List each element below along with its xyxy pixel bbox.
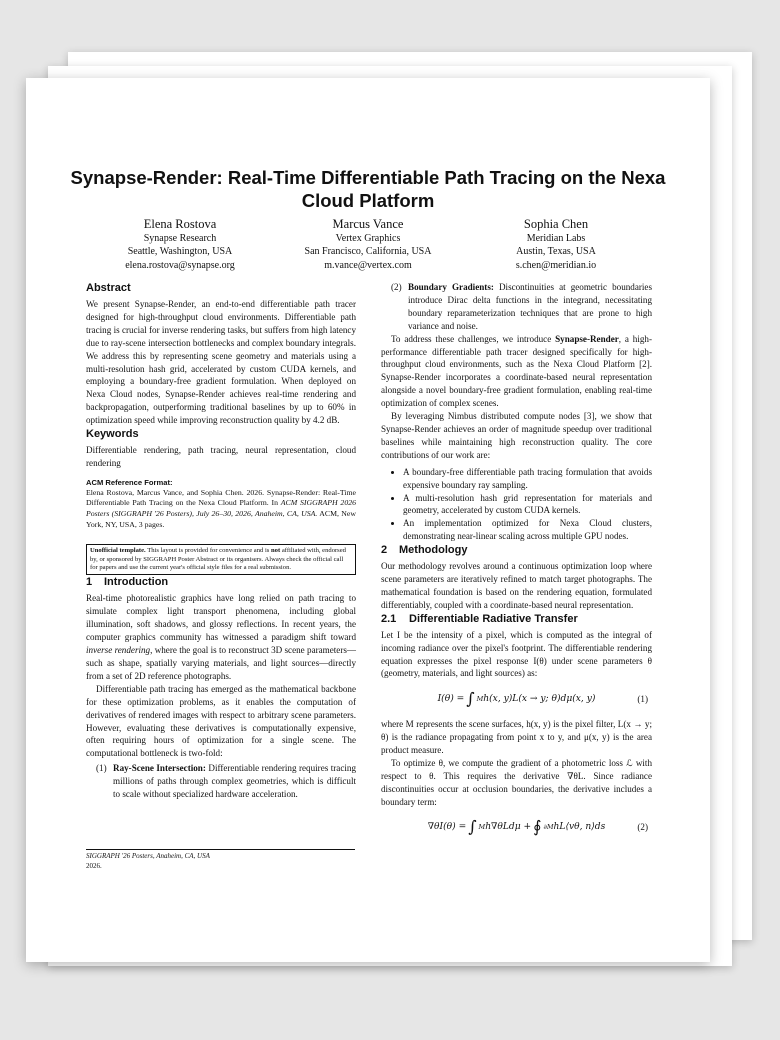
notice-text-b: affiliated with, endorsed by, or sponsored by SIGGRAPH Poster Abstract or its organisers. Always check the official call for papers and use the current year's official style files for a real submission.	[90, 547, 346, 572]
author-name: Marcus Vance	[332, 217, 404, 231]
keywords-text: Differentiable rendering, path tracing, neural representation, cloud rendering	[86, 445, 356, 468]
author-affiliation: Vertex Graphics	[335, 233, 401, 244]
author-affiliation: Synapse Research	[143, 233, 217, 244]
equation-1	[381, 688, 652, 710]
intro-p3-b: , a high-performance differentiable path tracer designed specifically for high-throughput cloud environments, such as the Nexa Cloud Platform [2]. Synapse-Render incorporates a coordinate-based neural representation alongside a novel boundary-free gradient formulation, enabling real-time optimization of complex scenes.	[381, 333, 652, 409]
eq2-lhs: ∇θI(θ) =	[427, 822, 467, 833]
contributions-list	[381, 466, 652, 543]
list-item	[381, 281, 652, 333]
integral-sign: ∫	[466, 688, 475, 708]
acm-publisher: ACM, New York, NY, USA, 3 pages.	[86, 509, 356, 529]
intro-paragraph-2: Differentiable path tracing has emerged as the mathematical backbone for these optimization problems, as it enables the computation of derivatives of rendered images with respect to arbitrary scene parameters. However, evaluating these derivatives is computationally expensive, often requiring hours of optimization for a single scene. The computational bottleneck is two-fold:	[86, 683, 356, 759]
footer-venue: SIGGRAPH '26 Posters, Anaheim, CA, USA	[86, 852, 210, 860]
page-footer	[86, 852, 355, 871]
intro-heading	[86, 575, 356, 589]
footer-rule	[86, 849, 355, 850]
bottleneck-list-cont	[381, 281, 652, 333]
unofficial-notice	[86, 544, 356, 575]
author-location: Seattle, Washington, USA	[127, 246, 233, 258]
eq1-lhs: I(θ) =	[437, 693, 465, 704]
left-column	[86, 281, 356, 801]
item-heading: Ray-Scene Intersection:	[113, 763, 206, 774]
author-location: San Francisco, California, USA	[304, 246, 432, 258]
eq2-rhs: hL⟨vθ, n⟩ds	[553, 822, 606, 833]
section-number: 2	[381, 544, 388, 557]
author-name: Sophia Chen	[523, 217, 589, 231]
list-number: (2)	[391, 282, 402, 292]
equation-number: (2)	[637, 822, 648, 833]
intro-p1-a: Real-time photorealistic graphics have long relied on path tracing to simulate complex light transport phenomena, including global illumination, soft shadows, and glossy reflections. In recent years, the computer graphics community has witnessed a paradigm shift toward	[86, 593, 356, 643]
author-2	[274, 217, 462, 272]
intro-p3-a: To address these challenges, we introduce	[391, 333, 552, 344]
eq2-domain-1: M	[478, 823, 486, 832]
list-number: (1)	[96, 763, 107, 774]
author-1	[86, 217, 274, 272]
footer-year: 2026.	[86, 861, 102, 870]
list-item	[86, 762, 356, 801]
section-number: 2.1	[381, 612, 397, 625]
acm-reference-heading: ACM Reference Format:	[86, 477, 173, 487]
author-name: Elena Rostova	[143, 217, 217, 231]
intro-paragraph-1	[86, 592, 356, 682]
author-affiliation: Meridian Labs	[526, 233, 586, 244]
acm-reference-text	[86, 488, 356, 530]
acm-venue: ACM SIGGRAPH 2026 Posters (SIGGRAPH '26 Posters), July 26–30, 2026, Anaheim, CA, USA.	[86, 498, 357, 519]
drt-paragraph-1: Let I be the intensity of a pixel, which is computed as the integral of incoming radiance over the pixel's footprint. The differentiable rendering equation expresses the pixel response I(θ) under scene parameters θ (geometry, materials, and light sources) as:	[381, 629, 652, 679]
intro-paragraph-4: By leveraging Nimbus distributed compute nodes [3], we show that Synapse-Render achieves an order of magnitude speedup over traditional baselines while maintaining high reconstruction quality. The core contributions of our work are:	[381, 411, 652, 460]
author-3	[462, 217, 650, 272]
item-text: Discontinuities at geometric boundaries introduce Dirac delta functions in the integrand, necessitating boundary reparameterization techniques that are prone to high variance and noise.	[408, 282, 652, 331]
section-title: Differentiable Radiative Transfer	[409, 612, 578, 625]
item-text: Differentiable rendering requires tracing millions of paths through complex geometries, which is difficult to scale without specialized hardware acceleration.	[113, 763, 356, 800]
acm-citation: Elena Rostova, Marcus Vance, and Sophia Chen. 2026. Synapse-Render: Real-Time Differentiable Path Tracing on the Nexa Cloud Platform. In	[86, 487, 356, 508]
author-email: m.vance@vertex.com	[324, 259, 412, 271]
subsection-heading	[381, 612, 652, 626]
methodology-heading	[381, 543, 652, 557]
intro-paragraph-3	[381, 333, 652, 410]
section-number: 1	[86, 576, 93, 589]
bottleneck-list	[86, 762, 356, 801]
eq1-rhs: h(x, y)L(x → y; θ)dμ(x, y)	[483, 693, 596, 704]
drt-paragraph-3: To optimize θ, we compute the gradient of a photometric loss ℒ with respect to θ. This requires the derivative ∇θL. Since radiance discontinuities occur at occlusion boundaries, the derivative includes a boundary term:	[381, 758, 652, 807]
contour-integral-sign: ∮	[533, 817, 542, 837]
intro-p1-emphasis: inverse rendering	[86, 645, 151, 656]
author-email: s.chen@meridian.io	[515, 259, 597, 271]
system-name: Synapse-Render	[555, 333, 619, 344]
list-item: • An implementation optimized for Nexa Cloud clusters, demonstrating near-linear scaling across multiple GPU nodes.	[403, 517, 652, 543]
abstract-heading: Abstract	[86, 282, 131, 294]
drt-paragraph-2: where M represents the scene surfaces, h(x, y) is the pixel filter, L(x → y; θ) is the radiance propagating from point x to y, and μ(x, y) is the area product measure.	[381, 719, 652, 756]
equation-number: (1)	[637, 693, 648, 704]
methodology-text: Our methodology revolves around a continuous optimization loop where scene parameters are iteratively refined to match target photographs. The mathematical foundation is based on the rendering equation, formulated differentiably, coupled with a coordinate-based neural representation.	[381, 561, 652, 610]
section-title: Introduction	[104, 576, 169, 589]
section-title: Methodology	[399, 544, 468, 557]
list-item: • A boundary-free differentiable path tracing formulation that avoids expensive boundary ray sampling.	[403, 466, 652, 492]
abstract-text: We present Synapse-Render, an end-to-end differentiable path tracer designed for high-throughput cloud environments. Differentiable path tracing is crucial for inverse rendering tasks, but suffers from high latency due to ray-scene intersection bottlenecks and complex boundary integrals. We address this by representing scene geometry and materials using a multi-resolution hash grid, accelerated by custom CUDA kernels, and employing a boundary-free gradient formulation. When deployed on Nexa Cloud nodes, Synapse-Render achieves real-time rendering and backpropagation, outperforming traditional baselines by up to 60% in optimization speed while improving reconstruction quality by 4.2 dB.	[86, 299, 356, 426]
eq1-domain: M	[476, 694, 484, 703]
eq2-domain-2: ∂M	[543, 823, 554, 832]
notice-lead: Unofficial template.	[90, 547, 146, 555]
eq2-mid: h∇θLdμ +	[485, 822, 532, 833]
equation-2	[381, 817, 652, 839]
author-email: elena.rostova@synapse.org	[125, 259, 235, 271]
notice-not: not	[271, 547, 281, 555]
notice-text-a: This layout is provided for convenience and is	[147, 547, 270, 555]
paper-page	[26, 78, 710, 962]
author-block	[86, 217, 650, 272]
intro-p1-b: , where the goal is to reconstruct 3D scene parameters—such as shape, spatially varying materials, and light sources—directly from a set of 2D reference photographs.	[86, 645, 357, 681]
paper-title: Synapse-Render: Real-Time Differentiable Path Tracing on the Nexa Cloud Platform	[70, 167, 666, 211]
right-column	[381, 281, 652, 847]
item-heading: Boundary Gradients:	[408, 282, 494, 292]
author-location: Austin, Texas, USA	[516, 246, 596, 258]
keywords-heading: Keywords	[86, 428, 139, 441]
list-item: • A multi-resolution hash grid representation for materials and geometry, accelerated by custom CUDA kernels.	[403, 492, 652, 518]
integral-sign: ∫	[468, 817, 477, 837]
